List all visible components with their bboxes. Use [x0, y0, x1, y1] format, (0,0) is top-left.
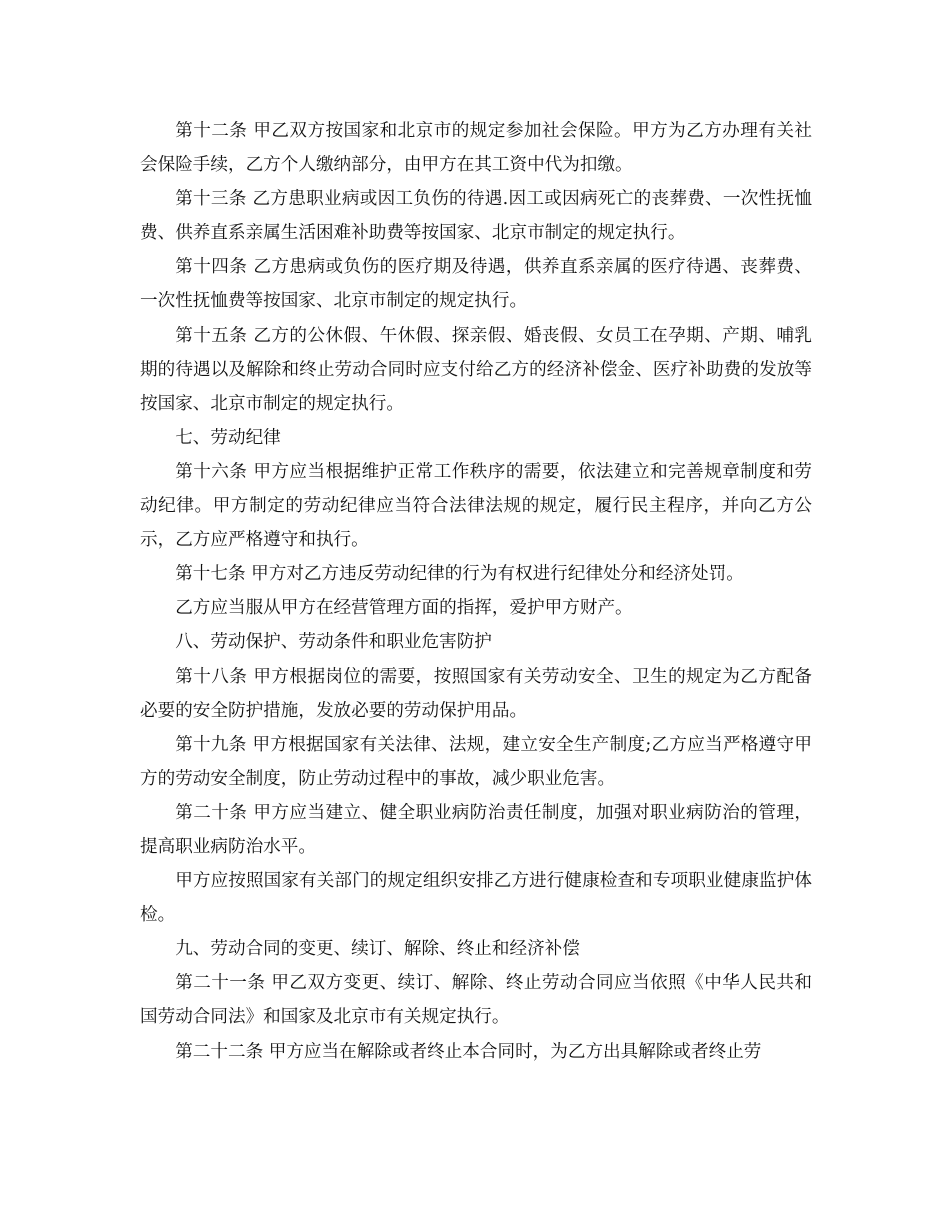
article-19-paragraph: 第十九条 甲方根据国家有关法律、法规，建立安全生产制度;乙方应当严格遵守甲方的劳动安全制度，防止劳动过程中的事故，减少职业危害。 — [140, 734, 812, 789]
article-18-paragraph: 第十八条 甲方根据岗位的需要，按照国家有关劳动安全、卫生的规定为乙方配备必要的安全防护措施，发放必要的劳动保护用品。 — [140, 666, 812, 721]
article-13-paragraph: 第十三条 乙方患职业病或因工负伤的待遇.因工或因病死亡的丧葬费、一次性抚恤费、供养直系亲属生活困难补助费等按国家、北京市制定的规定执行。 — [140, 189, 812, 244]
article-17-paragraph: 第十七条 甲方对乙方违反劳动纪律的行为有权进行纪律处分和经济处罚。 — [175, 564, 744, 585]
article-20-continuation: 甲方应按照国家有关部门的规定组织安排乙方进行健康检查和专项职业健康监护体检。 — [140, 871, 812, 926]
article-15-paragraph: 第十五条 乙方的公休假、午休假、探亲假、婚丧假、女员工在孕期、产期、哺乳期的待遇以及解除和终止劳动合同时应支付给乙方的经济补偿金、医疗补助费的发放等按国家、北京市制定的规定执行。 — [140, 325, 812, 414]
article-14-paragraph: 第十四条 乙方患病或负伤的医疗期及待遇，供养直系亲属的医疗待遇、丧葬费、一次性抚恤费等按国家、北京市制定的规定执行。 — [140, 257, 812, 312]
document-body — [140, 114, 812, 1069]
article-20-paragraph: 第二十条 甲方应当建立、健全职业病防治责任制度，加强对职业病防治的管理，提高职业病防治水平。 — [140, 802, 812, 857]
article-22-paragraph: 第二十二条 甲方应当在解除或者终止本合同时，为乙方出具解除或者终止劳 — [175, 1041, 762, 1062]
section-8-heading: 八、劳动保护、劳动条件和职业危害防护 — [175, 632, 492, 653]
article-17-continuation: 乙方应当服从甲方在经营管理方面的指挥，爱护甲方财产。 — [175, 598, 633, 619]
article-12-paragraph: 第十二条 甲乙双方按国家和北京市的规定参加社会保险。甲方为乙方办理有关社会保险手续，乙方个人缴纳部分，由甲方在其工资中代为扣缴。 — [140, 121, 812, 176]
article-21-paragraph: 第二十一条 甲乙双方变更、续订、解除、终止劳动合同应当依照《中华人民共和国劳动合同法》和国家及北京市有关规定执行。 — [140, 973, 812, 1028]
section-7-heading: 七、劳动纪律 — [175, 427, 281, 448]
section-9-heading: 九、劳动合同的变更、续订、解除、终止和经济补偿 — [175, 939, 580, 960]
article-16-paragraph: 第十六条 甲方应当根据维护正常工作秩序的需要，依法建立和完善规章制度和劳动纪律。甲方制定的劳动纪律应当符合法律法规的规定，履行民主程序，并向乙方公示，乙方应严格遵守和执行。 — [140, 461, 812, 551]
